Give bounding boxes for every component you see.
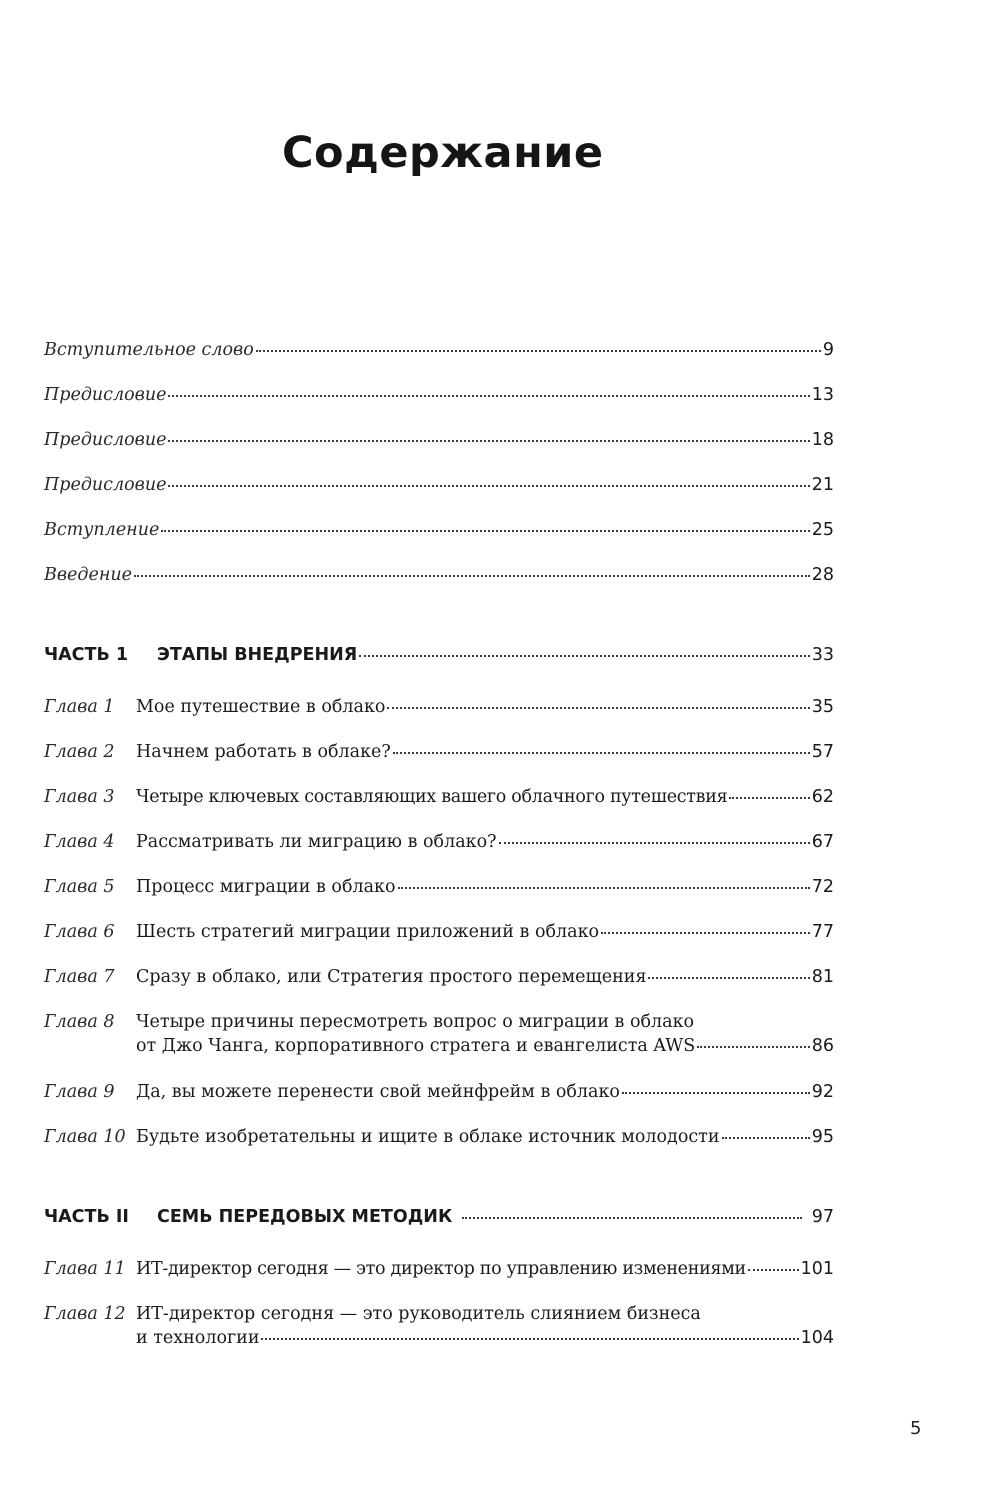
entry-page: 35 xyxy=(811,697,834,717)
chapter-number: Глава 1 xyxy=(44,697,115,717)
chapter-title: Да, вы можете перенести свой мейнфрейм в облако xyxy=(136,1082,620,1102)
part-number: ЧАСТЬ 1 xyxy=(44,645,129,665)
dot-leader xyxy=(462,1217,801,1219)
chapter-number: Глава 4 xyxy=(44,832,115,852)
chapter-number: Глава 10 xyxy=(44,1127,126,1147)
toc-chapter-entry xyxy=(44,697,834,723)
entry-page: 67 xyxy=(811,832,834,852)
entry-label: Вступительное слово xyxy=(44,340,254,360)
page-title: Содержание xyxy=(282,128,604,178)
entry-page: 92 xyxy=(811,1082,834,1102)
toc-front-entry xyxy=(44,430,834,456)
dot-leader xyxy=(499,842,810,844)
chapter-title-continued: и технологии xyxy=(136,1328,260,1348)
entry-page: 13 xyxy=(811,385,834,405)
chapter-title: Мое путешествие в облако xyxy=(136,697,386,717)
toc-chapter-entry xyxy=(44,1304,834,1356)
dot-leader xyxy=(393,752,810,754)
entry-page: 77 xyxy=(811,922,834,942)
chapter-title: Начнем работать в облаке? xyxy=(136,742,391,762)
dot-leader xyxy=(398,887,810,889)
chapter-title-continued: от Джо Чанга, корпоративного стратега и евангелиста AWS xyxy=(136,1036,696,1056)
toc-chapter-entry xyxy=(44,1082,834,1108)
toc-chapter-entry xyxy=(44,742,834,768)
entry-label: Вступление xyxy=(44,520,160,540)
part-title: ЭТАПЫ ВНЕДРЕНИЯ xyxy=(157,645,358,665)
entry-page: 57 xyxy=(811,742,834,762)
dot-leader xyxy=(168,485,809,487)
entry-page: 101 xyxy=(800,1259,834,1279)
chapter-number: Глава 12 xyxy=(44,1304,126,1324)
toc-front-entry xyxy=(44,520,834,546)
entry-page: 28 xyxy=(811,565,834,585)
dot-leader xyxy=(161,530,809,532)
dot-leader xyxy=(256,350,821,352)
dot-leader xyxy=(168,395,809,397)
chapter-title: Четыре ключевых составляющих вашего облачного путешествия xyxy=(136,787,728,807)
toc-chapter-entry xyxy=(44,967,834,993)
entry-page: 81 xyxy=(811,967,834,987)
entry-page: 95 xyxy=(811,1127,834,1147)
dot-leader xyxy=(134,575,810,577)
toc-chapter-entry xyxy=(44,787,834,813)
entry-page: 25 xyxy=(811,520,834,540)
entry-label: Введение xyxy=(44,565,133,585)
chapter-title: Процесс миграции в облако xyxy=(136,877,396,897)
toc-front-entry xyxy=(44,385,834,411)
entry-page: 33 xyxy=(811,645,834,665)
dot-leader xyxy=(748,1269,799,1271)
toc-chapter-entry xyxy=(44,922,834,948)
toc-part-heading xyxy=(44,1207,834,1233)
chapter-number: Глава 2 xyxy=(44,742,115,762)
dot-leader xyxy=(601,932,810,934)
entry-page: 86 xyxy=(811,1036,834,1056)
toc-part-heading xyxy=(44,645,834,671)
toc-chapter-entry xyxy=(44,877,834,903)
chapter-number: Глава 8 xyxy=(44,1012,115,1032)
entry-label: Предисловие xyxy=(44,385,167,405)
chapter-title: Сразу в облако, или Стратегия простого перемещения xyxy=(136,967,647,987)
dot-leader xyxy=(722,1137,810,1139)
part-title: СЕМЬ ПЕРЕДОВЫХ МЕТОДИК xyxy=(157,1207,453,1227)
dot-leader xyxy=(359,655,809,657)
toc-chapter-entry xyxy=(44,1259,834,1285)
entry-page: 18 xyxy=(811,430,834,450)
entry-page: 72 xyxy=(811,877,834,897)
dot-leader xyxy=(697,1046,809,1048)
chapter-title: ИТ-директор сегодня — это директор по управлению изменениями xyxy=(136,1259,746,1279)
chapter-number: Глава 3 xyxy=(44,787,115,807)
dot-leader xyxy=(168,440,809,442)
dot-leader xyxy=(261,1338,798,1340)
chapter-number: Глава 7 xyxy=(44,967,115,987)
entry-page: 97 xyxy=(811,1207,834,1227)
entry-page: 104 xyxy=(800,1328,834,1348)
entry-page: 9 xyxy=(822,340,834,360)
entry-label: Предисловие xyxy=(44,475,167,495)
toc-front-entry xyxy=(44,565,834,591)
chapter-title: Шесть стратегий миграции приложений в облако xyxy=(136,922,600,942)
entry-page: 21 xyxy=(811,475,834,495)
toc-chapter-entry xyxy=(44,1127,834,1153)
toc-front-entry xyxy=(44,475,834,501)
dot-leader xyxy=(622,1092,810,1094)
entry-label: Предисловие xyxy=(44,430,167,450)
chapter-title: Будьте изобретательны и ищите в облаке источник молодости xyxy=(136,1127,720,1147)
toc-chapter-entry xyxy=(44,832,834,858)
chapter-title: Рассматривать ли миграцию в облако? xyxy=(136,832,497,852)
toc-chapter-entry xyxy=(44,1012,834,1064)
dot-leader xyxy=(729,797,809,799)
chapter-number: Глава 5 xyxy=(44,877,115,897)
chapter-number: Глава 11 xyxy=(44,1259,126,1279)
dot-leader xyxy=(648,977,809,979)
chapter-number: Глава 9 xyxy=(44,1082,115,1102)
page-number: 5 xyxy=(910,1418,922,1439)
chapter-title: ИТ-директор сегодня — это руководитель слиянием бизнеса xyxy=(136,1304,701,1324)
dot-leader xyxy=(387,707,809,709)
chapter-title: Четыре причины пересмотреть вопрос о миграции в облако xyxy=(136,1012,695,1032)
part-number: ЧАСТЬ II xyxy=(44,1207,129,1227)
toc-front-entry xyxy=(44,340,834,366)
chapter-number: Глава 6 xyxy=(44,922,115,942)
entry-page: 62 xyxy=(811,787,834,807)
